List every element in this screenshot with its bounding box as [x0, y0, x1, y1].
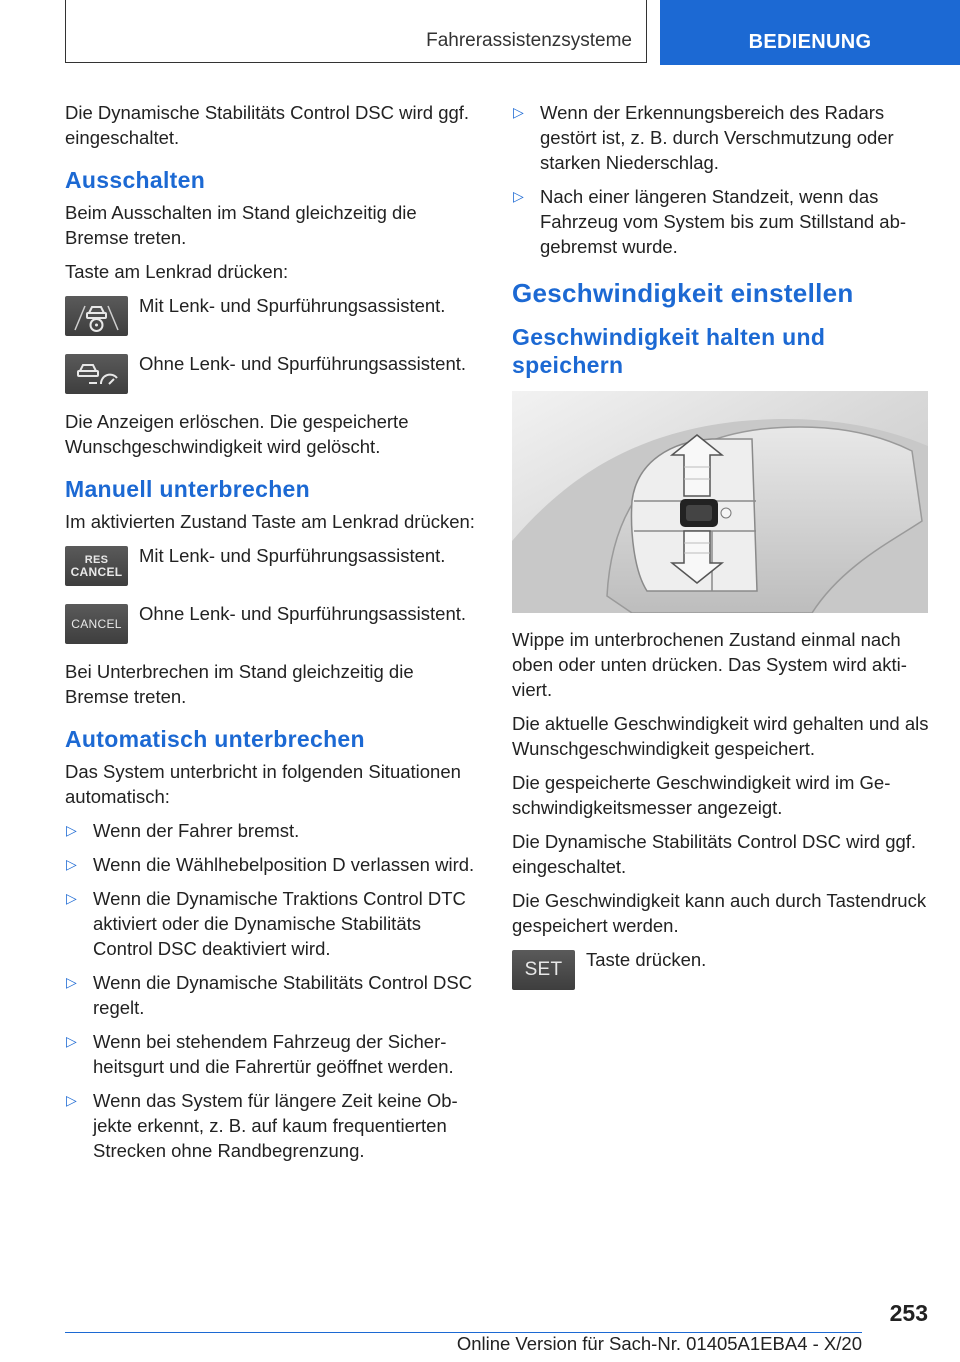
- icon-row-res-cancel: [65, 543, 480, 589]
- right-column: [512, 100, 930, 1005]
- right-bullet-list: [512, 100, 930, 259]
- heading-ausschalten: Ausschalten: [65, 167, 206, 193]
- manuell-p2: Bei Unterbrechen im Stand gleichzeitig die Bremse treten.: [65, 661, 414, 707]
- list-item: ▷ Wenn bei stehendem Fahrzeug der Sicherheitsgurt und die Fahrertür geöffnet werden.: [66, 1031, 454, 1077]
- res-label: RES: [84, 554, 109, 566]
- intro-paragraph: Die Dynamische Stabilitäts Control DSC wird ggf. eingeschaltet.: [65, 102, 470, 148]
- icon-row-text: Ohne Lenk- und Spurführungsassistent.: [139, 603, 467, 624]
- ausschalten-p3: Die Anzeigen erlöschen. Die gespeicherte Wunschgeschwindigkeit wird gelöscht.: [65, 411, 409, 457]
- lane-assist-button-icon: [65, 296, 128, 336]
- right-p1: Wippe im unterbrochenen Zustand einmal nach oben oder unten drücken. Das System wird aktiviert.: [512, 629, 907, 700]
- heading-geschwindigkeit-halten: Geschwindigkeit halten und speichern: [512, 324, 826, 378]
- right-p3: Die gespeicherte Geschwindigkeit wird im Geschwindigkeitsmesser angezeigt.: [512, 772, 891, 818]
- triangle-bullet-icon: ▷: [513, 188, 524, 204]
- cancel-button-icon: [65, 604, 128, 644]
- set-button-icon: [512, 950, 575, 990]
- list-item: ▷ Wenn der Fahrer bremst.: [66, 820, 300, 841]
- icon-row-text: Taste drücken.: [586, 949, 707, 970]
- list-item: ▷ Wenn das System für längere Zeit keine Objekte erkennt, z. B. auf kaum frequentierten Strecken ohne Randbegrenzung.: [66, 1090, 458, 1161]
- manuell-p1: Im aktivierten Zustand Taste am Lenkrad drücken:: [65, 511, 475, 532]
- footer-text: Online Version für Sach-Nr. 01405A1EBA4 - X/20: [456, 1333, 862, 1354]
- header-section-box: [65, 0, 647, 63]
- right-p4: Die Dynamische Stabilitäts Control DSC wird ggf. eingeschaltet.: [512, 831, 917, 877]
- automatisch-p1: Das System unterbricht in folgenden Situationen automatisch:: [65, 761, 461, 807]
- res-cancel-button-icon: [65, 546, 128, 586]
- list-item: ▷ Nach einer längeren Standzeit, wenn das Fahrzeug vom System bis zum Stillstand abgebremst wurde.: [513, 186, 907, 257]
- heading-manuell: Manuell unterbrechen: [65, 476, 310, 502]
- triangle-bullet-icon: ▷: [66, 974, 77, 990]
- set-label: SET: [524, 959, 563, 980]
- list-item: ▷ Wenn der Erkennungsbereich des Radars gestört ist, z. B. durch Verschmutzung oder starken Niederschlag.: [513, 102, 894, 173]
- icon-row-cancel: [65, 601, 480, 647]
- triangle-bullet-icon: ▷: [66, 1033, 77, 1049]
- cancel-label: CANCEL: [71, 617, 122, 631]
- list-item: ▷ Wenn die Wählhebelposition D verlassen wird.: [66, 854, 475, 875]
- list-item: ▷ Wenn die Dynamische Stabilitäts Control DSC regelt.: [66, 972, 473, 1018]
- heading-geschwindigkeit-einstellen: Geschwindigkeit einstellen: [512, 278, 854, 308]
- right-p5: Die Geschwindigkeit kann auch durch Tastendruck gespeichert werden.: [512, 890, 927, 936]
- automatisch-bullet-list: [65, 818, 480, 1163]
- left-column: [65, 100, 480, 1172]
- icon-row-text: Ohne Lenk- und Spurführungsassistent.: [139, 353, 467, 374]
- header-section-title: Fahrerassistenzsysteme: [426, 30, 632, 51]
- heading-automatisch: Automatisch unterbrechen: [65, 726, 365, 752]
- page-number: 253: [889, 1300, 928, 1326]
- list-item: ▷ Wenn die Dynamische Traktions Control DTC aktiviert oder die Dynamische Stabilitäts Control DSC deaktiviert wird.: [66, 888, 466, 959]
- icon-row-lane-assist-off: [65, 293, 480, 339]
- page-header: [0, 0, 960, 66]
- triangle-bullet-icon: ▷: [66, 1092, 77, 1108]
- ausschalten-p1: Beim Ausschalten im Stand gleichzeitig die Bremse treten.: [65, 202, 417, 248]
- triangle-bullet-icon: ▷: [66, 856, 77, 872]
- triangle-bullet-icon: ▷: [66, 822, 77, 838]
- triangle-bullet-icon: ▷: [66, 890, 77, 906]
- cruise-control-button-icon: [65, 354, 128, 394]
- icon-row-text: Mit Lenk- und Spurführungsassistent.: [139, 295, 446, 316]
- header-chapter-tab: BEDIENUNG: [660, 0, 960, 65]
- icon-row-set: [512, 947, 930, 993]
- triangle-bullet-icon: ▷: [513, 104, 524, 120]
- right-p2: Die aktuelle Geschwindigkeit wird gehalten und als Wunschgeschwindigkeit gespeichert.: [512, 713, 929, 759]
- steering-wheel-rocker-photo: [512, 391, 928, 613]
- icon-row-text: Mit Lenk- und Spurführungsassistent.: [139, 545, 446, 566]
- icon-row-cruise-off: [65, 351, 480, 397]
- ausschalten-p2: Taste am Lenkrad drücken:: [65, 261, 289, 282]
- cancel-label: CANCEL: [70, 565, 123, 579]
